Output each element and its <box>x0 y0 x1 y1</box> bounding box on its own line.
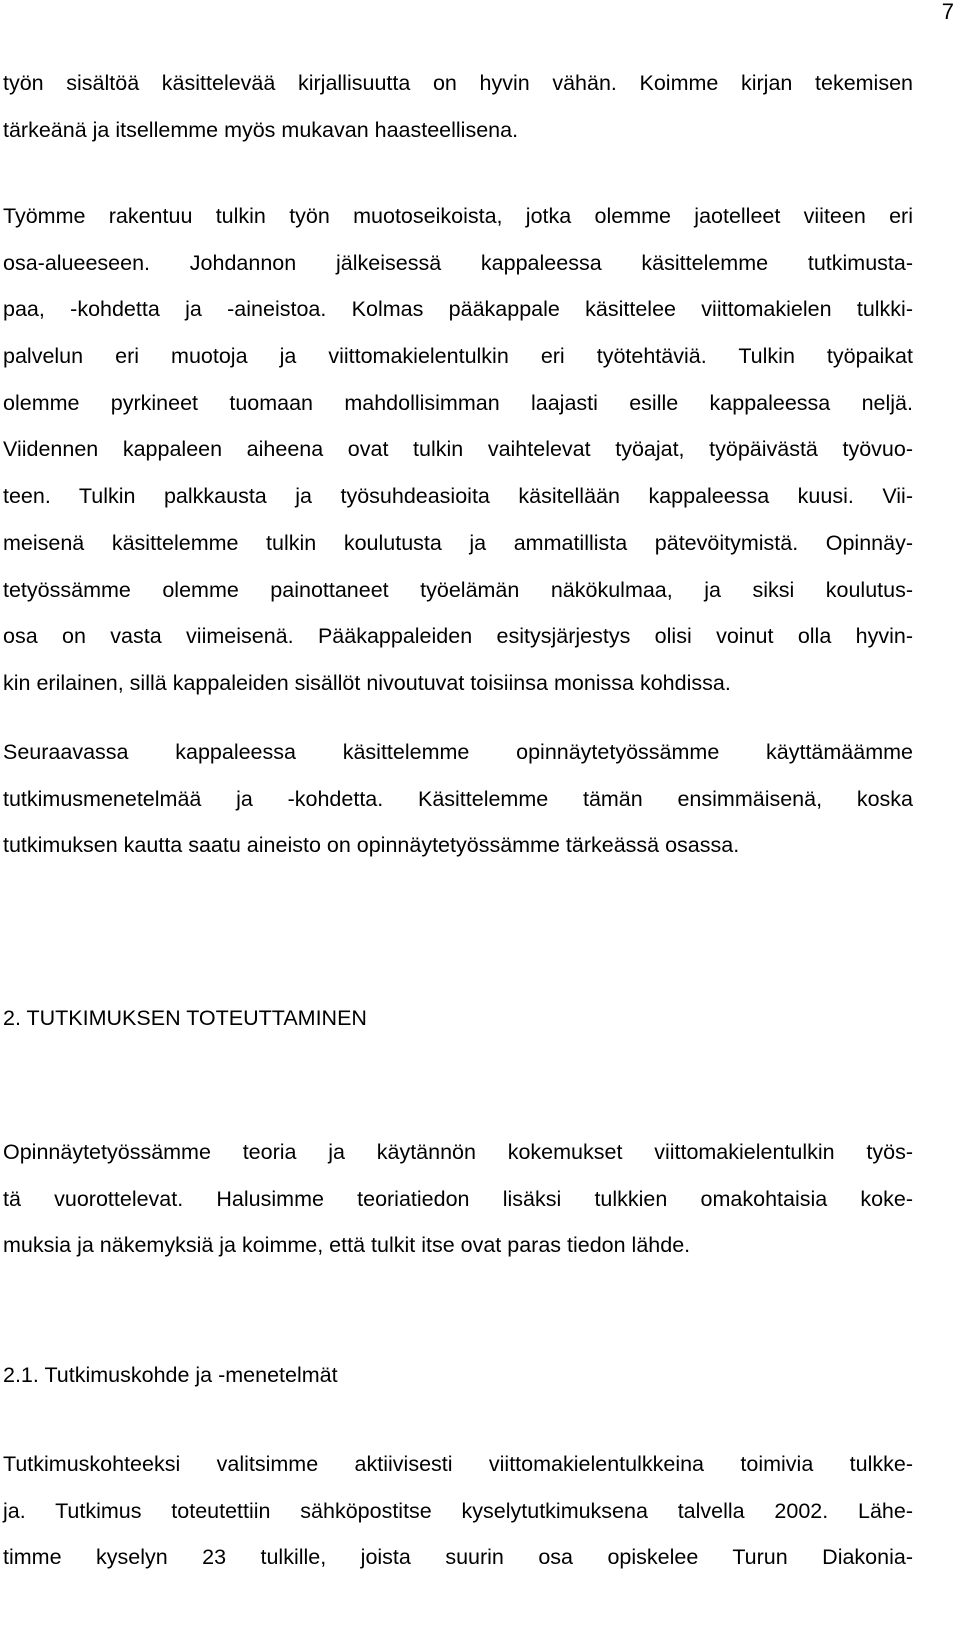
text-line: Tutkimuskohteeksi valitsimme aktiivisesti viittomakielentulkkeina toimivia tulkke- <box>3 1452 913 1476</box>
text-line: osa on vasta viimeisenä. Pääkappaleiden esitysjärjestys olisi voinut olla hyvin- <box>3 624 913 649</box>
text-line: tutkimuksen kautta saatu aineisto on opinnäytetyössämme tärkeässä osassa. <box>3 833 740 858</box>
text-line: timme kyselyn 23 tulkille, joista suurin osa opiskelee Turun Diakonia- <box>3 1545 913 1570</box>
theory-paragraph <box>3 1129 913 1269</box>
intro-paragraph <box>3 60 913 153</box>
heading-text: 2.1. Tutkimuskohde ja -menetelmät <box>3 1363 338 1387</box>
text-line: meisenä käsittelemme tulkin koulutusta ja ammatillista pätevöitymistä. Opinnäy- <box>3 530 913 555</box>
text-line: Seuraavassa kappaleessa käsittelemme opinnäytetyössämme käyttämäämme <box>3 740 913 764</box>
text-line: Viidennen kappaleen aiheena ovat tulkin vaihtelevat työajat, työpäivästä työvuo- <box>3 437 913 462</box>
structure-paragraph <box>3 193 913 707</box>
text-line: teen. Tulkin palkkausta ja työsuhdeasioita käsitellään kappaleessa kuusi. Vii- <box>3 484 913 509</box>
text-line: kin erilainen, sillä kappaleiden sisällöt nivoutuvat toisiinsa monissa kohdissa. <box>3 670 731 695</box>
text-line: muksia ja näkemyksiä ja koimme, että tulkit itse ovat paras tiedon lähde. <box>3 1233 691 1258</box>
text-line: olemme pyrkineet tuomaan mahdollisimman laajasti esille kappaleessa neljä. <box>3 390 913 415</box>
text-line: osa-alueeseen. Johdannon jälkeisessä kappaleessa käsittelemme tutkimusta- <box>3 250 913 275</box>
text-line: palvelun eri muotoja ja viittomakielentulkin eri työtehtäviä. Tulkin työpaikat <box>3 344 913 369</box>
subject-paragraph <box>3 1441 913 1581</box>
text-line: tä vuorottelevat. Halusimme teoriatiedon lisäksi tulkkien omakohtaisia koke- <box>3 1186 913 1211</box>
text-line: Työmme rakentuu tulkin työn muotoseikoista, jotka olemme jaotelleet viiteen eri <box>3 204 913 228</box>
page-number: 7 <box>941 0 954 24</box>
text-line: ja. Tutkimus toteutettiin sähköpostitse kyselytutkimuksena talvella 2002. Lähe- <box>3 1498 913 1523</box>
subsection-heading <box>3 1352 338 1399</box>
text-line: paa, -kohdetta ja -aineistoa. Kolmas pääkappale käsittelee viittomakielen tulkki- <box>3 297 913 322</box>
text-line: työn sisältöä käsittelevää kirjallisuutta on hyvin vähän. Koimme kirjan tekemisen <box>3 71 913 95</box>
text-line: tetyössämme olemme painottaneet työelämän näkökulmaa, ja siksi koulutus- <box>3 577 913 602</box>
heading-text: 2. TUTKIMUKSEN TOTEUTTAMINEN <box>3 1006 367 1030</box>
section-heading <box>3 995 367 1042</box>
text-line: tärkeänä ja itsellemme myös mukavan haasteellisena. <box>3 117 519 142</box>
next-chapter-paragraph <box>3 729 913 869</box>
text-line: tutkimusmenetelmää ja -kohdetta. Käsittelemme tämän ensimmäisenä, koska <box>3 786 913 811</box>
text-line: Opinnäytetyössämme teoria ja käytännön kokemukset viittomakielentulkin työs- <box>3 1140 913 1164</box>
